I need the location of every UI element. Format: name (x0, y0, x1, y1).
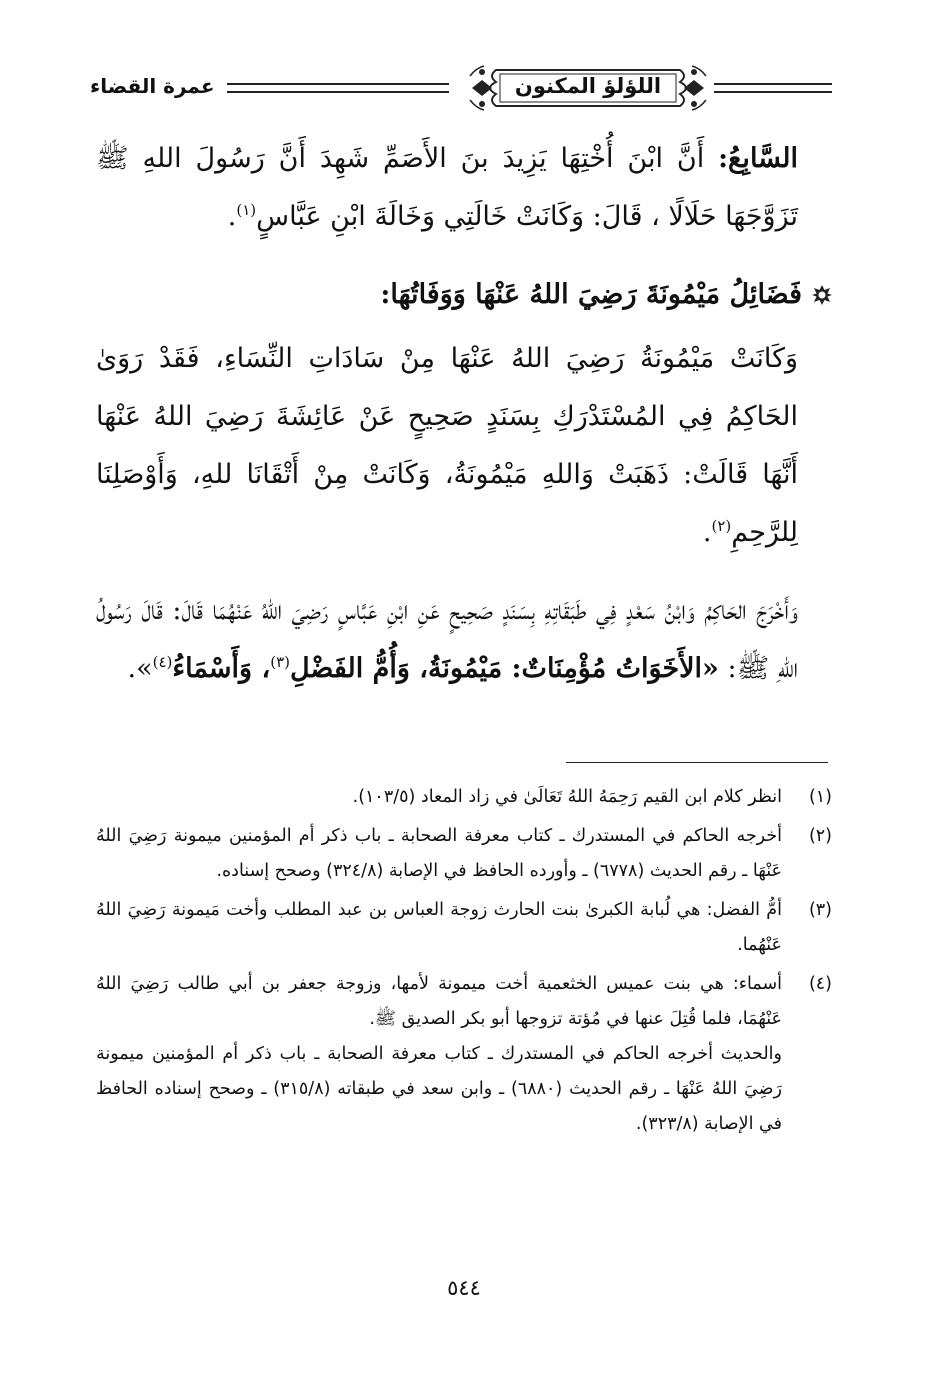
footnote-number: (٣) (808, 900, 832, 920)
footnote-text: أمُّ الفضل: هي لُبابة الكبرىٰ بنت الحارث زوجة العباس بن عبد المطلب وأخت مَيمونة رَضِيَ اللهُ عَنْهُما. (96, 900, 782, 955)
header-rule-right (714, 83, 832, 93)
footnote-text: والحديث أخرجه الحاكم في المستدرك ـ كتاب معرفة الصحابة ـ باب ذكر أم المؤمنين ميمونة رَضِيَ اللهُ عَنْهَا ـ رقم الحديث (٦٨٨٠) ـ وابن سعد في طبقاته (٣١٥/٨) ـ وصحح إسناده الحافظ في الإصابة (٣٢٣/٨). (96, 1044, 782, 1134)
section-heading (96, 270, 832, 320)
footnote-separator (566, 762, 828, 763)
heading-text: فَضَائِلُ مَيْمُونَةَ رَضِيَ اللهُ عَنْهَا وَوَفَاتُهَا: (380, 279, 802, 310)
footnote-text: أسماء: هي بنت عميس الخثعمية أخت ميمونة لأمها، وزوجة جعفر بن أبي طالب رَضِيَ اللهُ عَنْهُمَا، فلما قُتِلَ عنها في مُؤتة تزوجها أبو بكر الصديق ﷺ. (96, 974, 782, 1029)
footnote-number: (١) (808, 787, 832, 807)
paragraph-hadith (96, 582, 832, 698)
footnote-ref-2[interactable]: (٢) (711, 517, 732, 535)
footnote-2 (96, 819, 832, 889)
period: . (702, 517, 712, 548)
footnote-number: (٢) (808, 826, 832, 846)
paragraph-text: أَنَّ ابْنَ أُخْتِهَا يَزِيدَ بنَ الأَصَمِّ شَهِدَ أَنَّ رَسُولَ اللهِ ﷺ تَزَوَّجَهَا حَلَالًا ، قَالَ: وَكَانَتْ خَالَتِي وَخَالَةَ ابْنِ عَبَّاسٍ (96, 143, 798, 232)
page-number: ٥٤٤ (447, 1276, 481, 1300)
book-title-ornament (466, 62, 710, 114)
footnote-text: أخرجه الحاكم في المستدرك ـ كتاب معرفة الصحابة ـ باب ذكر أم المؤمنين ميمونة رَضِيَ اللهُ عَنْهَا ـ رقم الحديث (٦٧٧٨) ـ وأورده الحافظ في الإصابة (٣٢٤/٨) وصحح إسناده. (96, 826, 782, 881)
chapter-title: عمرة القضاء (90, 74, 215, 98)
paragraph-virtues (96, 330, 832, 562)
seventh-term: السَّابِعُ: (718, 143, 798, 174)
running-header (90, 58, 832, 118)
quote-end: ». (127, 653, 153, 684)
footnote-number: (٤) (808, 974, 832, 994)
paragraph-seventh (96, 130, 832, 246)
hadith-quote-cont: ، وَأَسْمَاءُ (172, 653, 271, 684)
footnote-3 (96, 893, 832, 963)
period: . (227, 201, 237, 232)
paragraph-text: وَكَانَتْ مَيْمُونَةُ رَضِيَ اللهُ عَنْهَا مِنْ سَادَاتِ النِّسَاءِ، فَقَدْ رَوَىٰ الحَاكِمُ فِي المُسْتَدْرَكِ بِسَنَدٍ صَحِيحٍ عَنْ عَائِشَةَ رَضِيَ اللهُ عَنْهَا أَنَّهَا قَالَتْ: ذَهَبَتْ وَاللهِ مَيْمُونَةُ، وَكَانَتْ مِنْ أَتْقَانَا للهِ، وَأَوْصَلِنَا لِلرَّحِمِ (96, 343, 798, 548)
footnote-ref-1[interactable]: (١) (236, 201, 257, 219)
paragraph-text: وَأَخْرَجَ الحَاكِمُ وَابْنُ سَعْدٍ فِي طَبَقَاتِهِ بِسَنَدٍ صَحِيحٍ عَنِ ابْنِ عَبَّاسٍ رَضِيَ اللهُ عَنْهُمَا قَالَ: قَالَ رَسُولُ اللهِ ﷺ: (96, 595, 798, 684)
main-text (96, 130, 832, 698)
footnote-ref-4[interactable]: (٤) (152, 653, 173, 671)
footnote-ref-3[interactable]: (٣) (270, 653, 290, 671)
footnote-1 (96, 780, 832, 815)
footnote-4 (96, 967, 832, 1142)
hadith-quote: «الأَخَوَاتُ مُؤْمِنَاتٌ: مَيْمُونَةُ، وَأُمُّ الفَضْلِ (289, 653, 719, 684)
star-bullet-icon (812, 285, 832, 305)
book-title: اللؤلؤ المكنون (514, 74, 662, 98)
footnotes (96, 780, 832, 1146)
footnote-text: انظر كلام ابن القيم رَحِمَهُ اللهُ تَعَالَىٰ في زاد المعاد (١٠٣/٥). (352, 787, 782, 807)
header-rule-left (227, 83, 449, 93)
